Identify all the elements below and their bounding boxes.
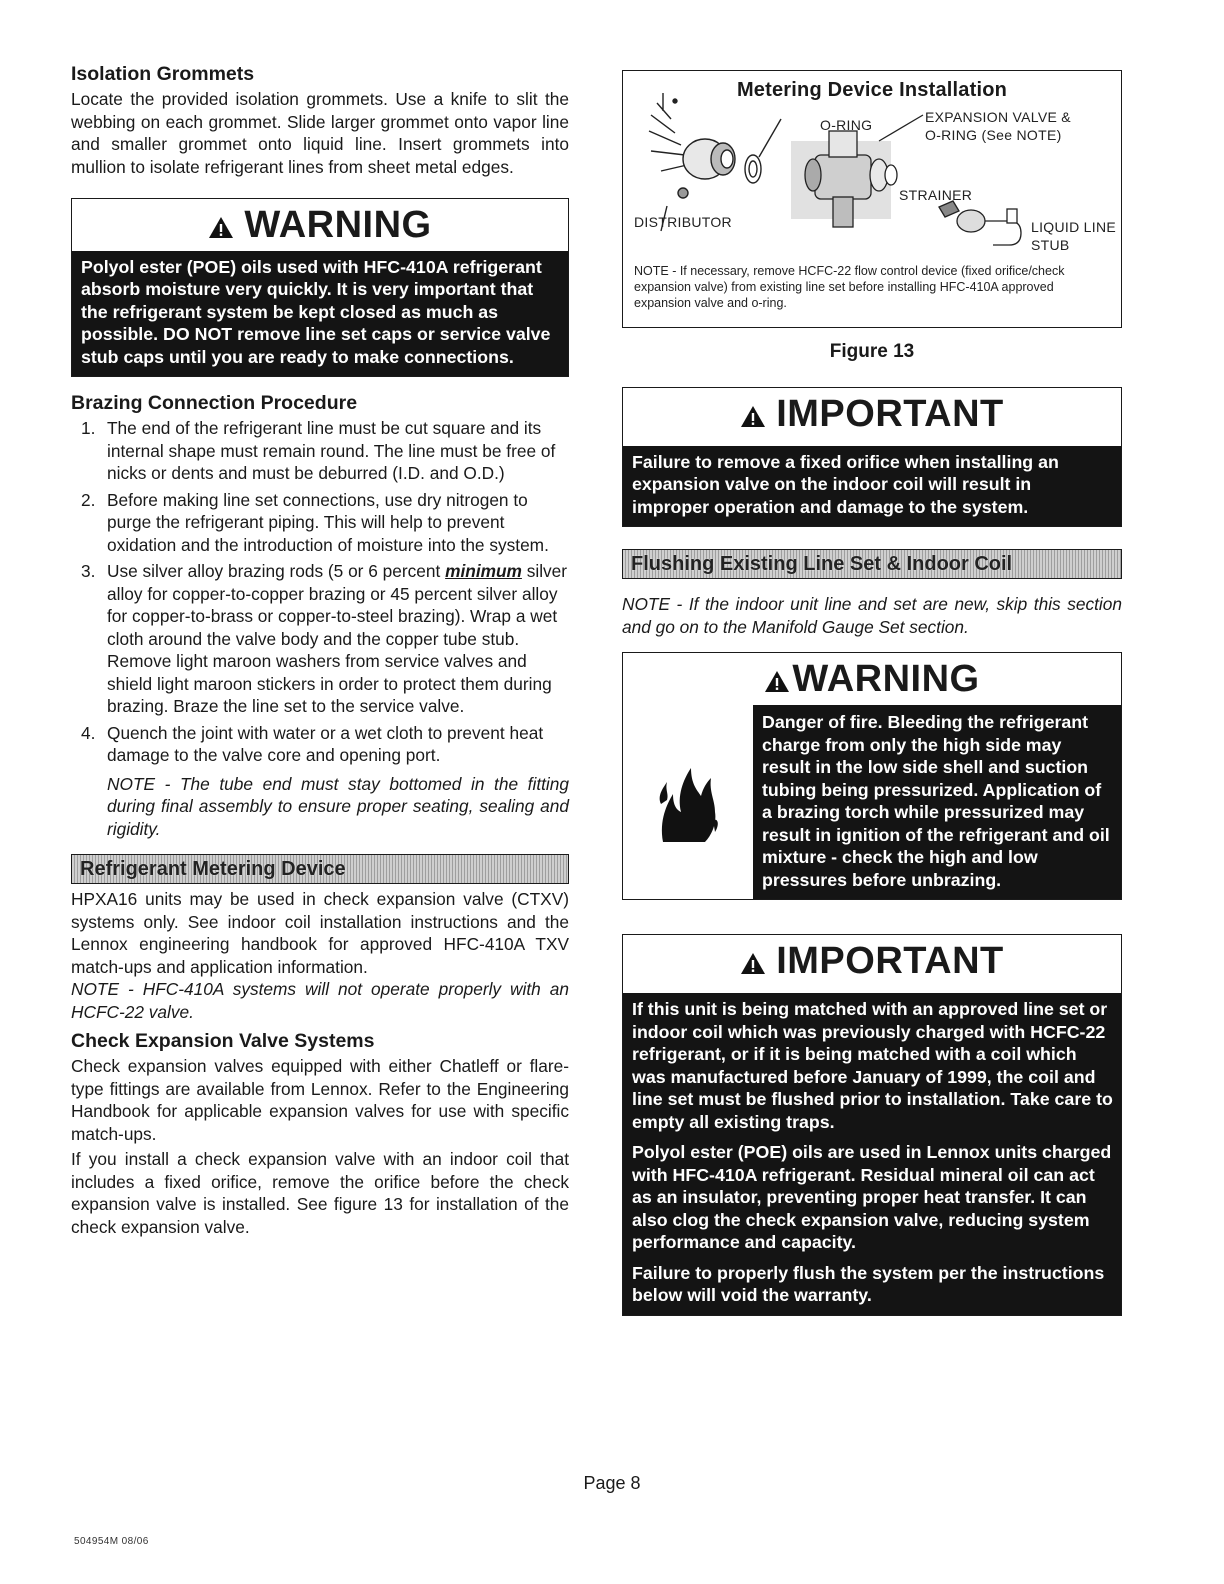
isolation-grommets-text: Locate the provided isolation grommets. Use a knife to slit the webbing on each grommet. Slide larger grommet onto vapor line and smaller grommet onto liquid line. Insert grommets into mullion to isolate refrigerant lines from sheet metal edges. <box>71 89 569 177</box>
right-column <box>622 70 1122 1316</box>
step-number: 2. <box>81 489 96 510</box>
brazing-heading: Brazing Connection Procedure <box>71 392 358 415</box>
flushing-banner: Flushing Existing Line Set & Indoor Coil <box>622 549 1122 579</box>
important-paragraph-3: Failure to properly flush the system per the instructions below will void the warranty. <box>632 1262 1105 1306</box>
isolation-grommets-section <box>71 62 569 178</box>
brazing-note: NOTE - The tube end must stay bottomed in the fitting during final assembly to ensure proper seating, sealing and rigidity. <box>107 773 569 839</box>
warning-triangle-icon <box>208 205 234 249</box>
step-text-continued: silver alloy for copper-to-copper brazing or 45 percent silver alloy for copper-to-brass or copper-to-steel brazing). Wrap a wet cloth around the valve body and the copper tube stub. Remove light maroon washers from service valves and shield light maroon stickers in order to protect them during brazing. Braze the line set to the service valve. <box>107 561 568 717</box>
figure-note: NOTE - If necessary, remove HCFC-22 flow control device (fixed orifice/check expansion valve) from existing line set before installing HFC-410A approved expansion valve and o-ring. <box>634 264 1065 310</box>
important-title-text: IMPORTANT <box>776 940 1004 983</box>
label-liquid-line: LIQUID LINE <box>1031 219 1116 235</box>
label-strainer: STRAINER <box>899 187 973 203</box>
flushing-note: NOTE - If the indoor unit line and set are new, skip this section and go on to the Manifold Gauge Set section. <box>622 594 1122 637</box>
step-number: 1. <box>81 418 96 439</box>
label-stub: STUB <box>1031 237 1070 253</box>
warning-triangle-icon <box>764 659 790 703</box>
metering-banner: Refrigerant Metering Device <box>71 854 569 884</box>
warning-content <box>623 705 1121 899</box>
important-title-text: IMPORTANT <box>776 393 1004 435</box>
warning-body: Polyol ester (POE) oils used with HFC-410A refrigerant absorb moisture very quickly. It is very important that the refrigerant system be kept closed as much as possible. DO NOT remove line set caps or service valve stub caps until you are ready to make connections. <box>72 251 568 377</box>
important-paragraph-1: If this unit is being matched with an approved line set or indoor coil which was previously charged with HCFC-22 refrigerant, or if it is being matched with a coil which was manufactured before January of 1999, the coil and line set must be flushed prior to installation. Take care to empty all existing traps. <box>632 999 1113 1132</box>
warning-triangle-icon <box>740 941 766 985</box>
important-body <box>623 993 1121 1315</box>
important-title <box>623 388 1121 440</box>
label-expansion-valve: EXPANSION VALVE & <box>925 109 1071 125</box>
figure-13 <box>622 70 1122 328</box>
isolation-grommets-heading: Isolation Grommets <box>71 63 255 85</box>
warning-title-text: WARNING <box>792 658 980 701</box>
brazing-step <box>71 722 569 767</box>
brazing-steps <box>71 417 569 767</box>
label-distributor: DISTRIBUTOR <box>634 214 732 230</box>
o-ring-drawing <box>745 119 781 183</box>
warning-title-text: WARNING <box>244 204 432 246</box>
warning-title <box>623 653 1121 705</box>
strainer-liquid-line-drawing <box>939 201 1021 245</box>
warning-body: Danger of fire. Bleeding the refrigerant charge from only the high side may result in the low side shell and suction tubing being pressurized. Application of a brazing torch while pressurized may result in ignition of the refrigerant and oil mixture - check the high and low pressures before unbrazing. <box>753 705 1121 899</box>
warning-triangle-icon <box>740 394 766 438</box>
warning-box-poe <box>71 198 569 377</box>
warning-title <box>72 199 568 251</box>
check-expansion-heading: Check Expansion Valve Systems <box>71 1030 375 1053</box>
brazing-step <box>71 489 569 557</box>
step-number: 4. <box>81 722 96 743</box>
check-expansion-text-2: If you install a check expansion valve with an indoor coil that includes a fixed orifice, remove the orifice before the check expansion valve is installed. See figure 13 for installation of the check expansion valve. <box>71 1149 569 1237</box>
step-text: Use silver alloy brazing rods (5 or 6 percent <box>107 561 446 582</box>
step-text: The end of the refrigerant line must be cut square and its internal shape must remain round. The line must be free of nicks or dents and must be deburred (I.D. and O.D.) <box>107 418 556 484</box>
page-number: Page 8 <box>583 1473 641 1493</box>
important-title <box>623 935 1121 987</box>
step-number: 3. <box>81 561 96 582</box>
important-paragraph-2: Polyol ester (POE) oils are used in Lennox units charged with HFC-410A refrigerant. Residual mineral oil can act as an insulator, preventing proper heat transfer. It can also clog the check expansion valve, reducing system performance and capacity. <box>632 1142 1112 1253</box>
left-column <box>71 62 569 1238</box>
important-body: Failure to remove a fixed orifice when installing an expansion valve on the indoor coil will result in improper operation and damage to the system. <box>623 446 1121 527</box>
figure-caption: Figure 13 <box>829 341 915 362</box>
fire-icon <box>623 705 753 899</box>
brazing-step <box>71 417 569 485</box>
brazing-section <box>71 391 569 840</box>
brazing-step <box>71 560 569 718</box>
document-code: 504954M 08/06 <box>74 1536 149 1547</box>
step-emphasis: minimum <box>445 561 522 582</box>
important-box-orifice <box>622 387 1122 527</box>
figure-title: Metering Device Installation <box>736 79 1008 101</box>
step-text: Quench the joint with water or a wet cloth to prevent heat damage to the valve core and opening port. <box>107 722 544 766</box>
step-text: Before making line set connections, use dry nitrogen to purge the refrigerant piping. This will help to prevent oxidation and the introduction of moisture into the system. <box>107 489 549 555</box>
important-box-flush <box>622 934 1122 1315</box>
metering-note: NOTE - HFC-410A systems will not operate properly with an HCFC-22 valve. <box>71 979 569 1022</box>
metering-text: HPXA16 units may be used in check expansion valve (CTXV) systems only. See indoor coil installation instructions and the Lennox engineering handbook for approved HFC-410A TXV match-ups and application information. <box>71 889 569 977</box>
label-o-ring: O-RING <box>820 117 873 133</box>
distributor-drawing <box>649 93 735 231</box>
warning-box-fire <box>622 652 1122 900</box>
check-expansion-text-1: Check expansion valves equipped with either Chatleff or flare-type fittings are available from Lennox. Refer to the Engineering Handbook for applicable expansion valves for use with specific match-ups. <box>71 1056 569 1144</box>
label-expansion-valve-line2: O-RING (See NOTE) <box>925 127 1062 143</box>
